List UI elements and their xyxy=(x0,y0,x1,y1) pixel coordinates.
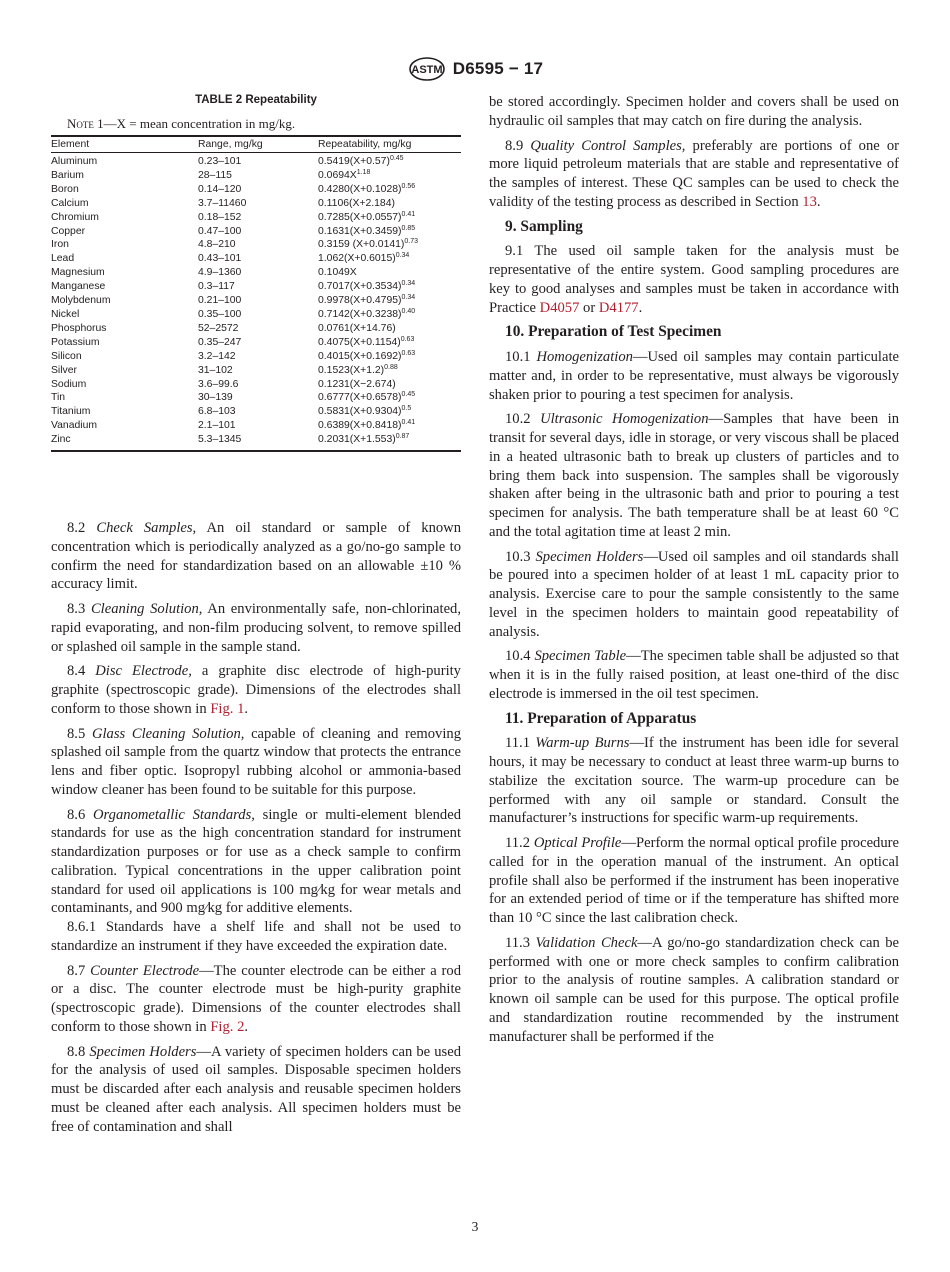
cell-element: Calcium xyxy=(51,197,89,209)
fig-2-link[interactable]: Fig. 2 xyxy=(210,1018,245,1035)
table-row xyxy=(51,322,461,336)
cell-range: 3.6–99.6 xyxy=(198,378,239,390)
cell-element: Iron xyxy=(51,239,69,251)
cell-range: 31–102 xyxy=(198,364,233,376)
cell-range: 0.18–152 xyxy=(198,211,242,223)
cell-range: 0.23–101 xyxy=(198,156,242,167)
table-row xyxy=(51,308,461,322)
exponent: 0.34 xyxy=(395,252,410,260)
cell-element: Copper xyxy=(51,225,86,237)
cell-range: 0.3–117 xyxy=(198,281,235,293)
cell-repeatability: $0.4280(X+0.1028)^{0.56}$ xyxy=(318,182,416,195)
table-row xyxy=(51,350,461,364)
cell-element: Silicon xyxy=(51,350,82,362)
table-row xyxy=(51,266,461,280)
cell-element: Molybdenum xyxy=(51,295,111,307)
table-row xyxy=(51,294,461,308)
table-row xyxy=(51,419,461,433)
paragraph-10-2: 10.2 Ultrasonic Homogenization—Samples that have been in transit for several days, idle in storage, or very viscous shall be placed in a heated ultrasonic bath to break up clusters of particles and to bring them back into suspension. The samples shall be vigorously shaken after being in the ultrasonic bath and prior to pouring a test specimen for analysis. The bath temperature shall be at least 60 °C and the total agitation time at least 2 min. xyxy=(489,411,899,540)
paragraph-8-5: 8.5 Glass Cleaning Solution, capable of cleaning and removing splashed oil sample from the quartz window that protects the entrance lens and fiber optic. Isopropyl rubbing alcohol or ammonia-based window cleaner has been found to be suitable for this purpose. xyxy=(51,725,461,798)
cell-element: Magnesium xyxy=(51,267,105,279)
cell-range: 30–139 xyxy=(198,392,233,404)
exponent: 0.41 xyxy=(401,419,416,427)
table-title: TABLE 2 Repeatability xyxy=(195,94,317,106)
table-row xyxy=(51,364,461,378)
cell-repeatability: $1.062(X+0.6015)^{0.34}$ xyxy=(318,252,410,265)
cell-repeatability: $0.1523(X+1.2)^{0.88}$ xyxy=(318,363,398,376)
paragraph-11-1: 11.1 Warm-up Burns—If the instrument has been idle for several hours, it may be necessary to conduct at least three warm-up burns to stabilize the excitation source. The warm-up procedure can be performed with any oil sample or standard. Consult the manufacturer’s instructions for specific warm-up requirements. xyxy=(489,735,899,827)
table-note: Note 1—X = mean concentration in mg/kg. xyxy=(67,116,296,131)
exponent: 0.56 xyxy=(401,182,416,190)
exponent: 0.45 xyxy=(389,155,404,162)
cell-element: Silver xyxy=(51,364,77,376)
table-row xyxy=(51,183,461,197)
cell-range: 4.8–210 xyxy=(198,239,236,251)
paragraph-8-2: 8.2 Check Samples, An oil standard or sample of known concentration which is periodically analyzed as a go/no-go sample to confirm the need for standardization based on an allowable ±10 % accuracy limit. xyxy=(51,520,462,593)
cell-range: 0.21–100 xyxy=(198,295,242,307)
paragraph-10-4: 10.4 Specimen Table—The specimen table shall be adjusted so that when it is in the fully raised position, at least one-third of the disc electrode is immersed in the oil test specimen. xyxy=(489,648,900,702)
exponent: 0.87 xyxy=(395,433,410,441)
cell-repeatability: $0.2031(X+1.553)^{0.87}$ xyxy=(318,433,461,451)
cell-repeatability: $0.6777(X+0.6578)^{0.45}$ xyxy=(318,391,416,404)
cell-range: 6.8–103 xyxy=(198,406,236,418)
paragraph-9-1: 9.1 The used oil sample taken for the analysis must be representative of the entire system. Good sampling procedures are key to good analyses and samples must be taken in accordance with Practice D4057 or D4177. xyxy=(489,243,899,316)
cell-element: Lead xyxy=(51,253,75,265)
cell-range: 0.43–101 xyxy=(198,253,242,265)
cell-repeatability: $0.1631(X+0.3459)^{0.85}$ xyxy=(318,224,416,237)
repeatability-table-block xyxy=(51,94,461,452)
exponent: 0.5 xyxy=(401,405,412,413)
cell-range: 5.3–1345 xyxy=(198,433,318,451)
cell-repeatability: $0.0694X^{1.18}$ xyxy=(318,168,371,181)
exponent: 0.45 xyxy=(401,391,416,399)
paragraph-8-6-1: 8.6.1 Standards have a shelf life and shall not be used to standardize an instrument if they have exceeded the expiration date. xyxy=(51,919,461,954)
cell-repeatability: 0.3159 $(X+0.0141)^{0.73}$ xyxy=(318,238,418,251)
paragraph-8-8-continued: be stored accordingly. Specimen holder and covers shall be used on hydraulic oil samples that may catch on fire during the analysis. xyxy=(489,94,899,129)
cell-repeatability: 0.1231(X−2.674) xyxy=(318,378,396,390)
astm-logo-icon xyxy=(407,56,447,82)
svg-text:ASTM: ASTM xyxy=(411,64,443,76)
cell-range: 3.2–142 xyxy=(198,350,236,362)
cell-repeatability: $0.5419(X+0.57)^{0.45}$ xyxy=(318,155,404,167)
exponent: 0.63 xyxy=(400,335,415,343)
table-row xyxy=(51,153,461,169)
page-number: 3 xyxy=(471,1219,479,1234)
cell-element: Vanadium xyxy=(51,420,98,432)
d4057-link[interactable]: D4057 xyxy=(539,299,580,316)
cell-element: Titanium xyxy=(51,406,91,418)
cell-range: 3.7–11460 xyxy=(198,197,247,209)
table-row xyxy=(51,225,461,239)
repeatability-table xyxy=(51,135,461,452)
cell-repeatability: $0.7142(X+0.3238)^{0.40}$ xyxy=(318,307,416,320)
table-row xyxy=(51,405,461,419)
exponent: 0.41 xyxy=(401,210,416,218)
section-13-link[interactable]: 13 xyxy=(802,193,817,210)
d4177-link[interactable]: D4177 xyxy=(598,299,639,316)
column-header-element: Element xyxy=(51,136,198,153)
column-header-range: Range, mg/kg xyxy=(198,136,318,153)
cell-repeatability: 0.1049X xyxy=(318,267,357,279)
cell-repeatability: $0.9978(X+0.4795)^{0.34}$ xyxy=(318,294,416,307)
cell-range: 2.1–101 xyxy=(198,420,236,432)
fig-1-link[interactable]: Fig. 1 xyxy=(210,700,245,717)
exponent: 0.88 xyxy=(384,363,398,371)
paragraph-8-7: 8.7 Counter Electrode—The counter electrode can be either a rod or a disc. The counter electrode must be high-purity graphite (spectroscopic grade). Dimensions of the counter electrodes shall conform to those shown in Fig. 2. xyxy=(51,962,462,1035)
cell-range: 0.35–247 xyxy=(198,336,242,348)
table-header-row xyxy=(51,136,461,153)
cell-element: Potassium xyxy=(51,336,100,348)
cell-repeatability: 0.0761(X+14.76) xyxy=(318,322,396,334)
exponent: 0.34 xyxy=(401,294,416,302)
table-row xyxy=(51,280,461,294)
page-header xyxy=(0,56,950,82)
table-row xyxy=(51,252,461,266)
cell-element: Tin xyxy=(51,392,66,404)
cell-element: Sodium xyxy=(51,378,87,390)
cell-repeatability: $0.6389(X+0.8418)^{0.41}$ xyxy=(318,419,416,432)
section-heading-preparation-of-apparatus: 11. Preparation of Apparatus xyxy=(505,709,697,727)
section-heading-preparation-of-test-specimen: 10. Preparation of Test Specimen xyxy=(505,323,722,341)
paragraph-8-3: 8.3 Cleaning Solution, An environmentally safe, non-chlorinated, rapid evaporating, and non-film producing solvent, to remove spilled or splashed oil sample in the sample stand. xyxy=(51,601,461,655)
cell-element: Nickel xyxy=(51,308,80,320)
table-row xyxy=(51,197,461,211)
cell-range: 4.9–1360 xyxy=(198,267,242,279)
cell-element: Aluminum xyxy=(51,156,98,167)
table-row xyxy=(51,391,461,405)
cell-range: 0.35–100 xyxy=(198,308,242,320)
cell-element: Manganese xyxy=(51,281,106,293)
table-row xyxy=(51,336,461,350)
table-row xyxy=(51,378,461,392)
cell-element: Phosphorus xyxy=(51,322,107,334)
right-column xyxy=(489,93,899,1052)
document-id: D6595 − 17 xyxy=(452,59,544,78)
cell-range: 28–115 xyxy=(198,169,232,181)
exponent: 0.73 xyxy=(404,238,418,246)
paragraph-8-9: 8.9 Quality Control Samples, preferably are portions of one or more liquid petroleum materials that are stable and representative of the samples of interest. These QC samples can be used to check the validity of the testing process as described in Section 13. xyxy=(489,137,899,210)
paragraph-8-4: 8.4 Disc Electrode, a graphite disc electrode of high-purity graphite (spectroscopic grade). Dimensions of the electrodes shall conform to those shown in Fig. 1. xyxy=(51,663,461,717)
table-row xyxy=(51,238,461,252)
cell-repeatability: $0.5831(X+0.9304)^{0.5}$ xyxy=(318,405,412,418)
cell-element: Zinc xyxy=(51,433,198,451)
cell-element: Barium xyxy=(51,169,84,181)
paragraph-10-3: 10.3 Specimen Holders—Used oil samples and oil standards shall be poured into a specimen holder of at least 1 mL capacity prior to analysis. Exercise care to pour the sample consistently to the same level in the specimen holders to maintain good repeatability of analysis. xyxy=(489,548,899,640)
cell-repeatability: 0.1106(X+2.184) xyxy=(318,197,395,209)
cell-repeatability: $0.4015(X+0.1692)^{0.63}$ xyxy=(318,349,416,362)
section-heading-sampling: 9. Sampling xyxy=(505,217,583,235)
column-header-repeatability: Repeatability, mg/kg xyxy=(318,136,461,153)
cell-repeatability: $0.4075(X+0.1154)^{0.63}$ xyxy=(318,335,415,348)
paragraph-11-3: 11.3 Validation Check—A go/no-go standardization check can be performed with one or more check samples to confirm calibration prior to the analysis of routine samples. A calibration standard or known oil sample can be used for this purpose. The optical profile and standardization routine recommended by the instrument manufacturer shall be performed if the xyxy=(489,934,899,1045)
paragraph-10-1: 10.1 Homogenization—Used oil samples may contain particulate matter and, in order to be representative, must always be vigorously shaken prior to pouring a test specimen for analysis. xyxy=(489,349,899,403)
cell-element: Boron xyxy=(51,183,79,195)
exponent: 0.85 xyxy=(401,224,416,232)
cell-repeatability: $0.7285(X+0.0557)^{0.41}$ xyxy=(318,210,416,223)
paragraph-11-2: 11.2 Optical Profile—Perform the normal optical profile procedure called for in the operation manual of the instrument. An optical profile shall also be performed if the instrument has been inoperative for an extended period of time or if the temperature has shifted more than 10 °C since the last calibration check. xyxy=(489,835,899,926)
exponent: 0.63 xyxy=(401,349,416,357)
exponent: 0.34 xyxy=(401,280,416,288)
table-row xyxy=(51,211,461,225)
cell-range: 0.47–100 xyxy=(198,225,242,237)
table-row xyxy=(51,169,461,183)
cell-element: Chromium xyxy=(51,211,99,223)
paragraph-8-8: 8.8 Specimen Holders—A variety of specimen holders can be used for the analysis of used oil samples. Disposable specimen holders must be discarded after each analysis and reusable specimen holders must be cleaned after each analysis. All specimen holders must be free of contamination and shall xyxy=(51,1043,461,1135)
exponent: 0.40 xyxy=(401,307,416,315)
exponent: 1.18 xyxy=(356,168,371,176)
paragraph-8-6: 8.6 Organometallic Standards, single or multi-element blended standards for use as the high concentration standard for instrument standardization purposes or for use as a check sample to confirm calibration. Typical concentrations in the upper calibration point standard for used oil applications is 100 mg⁄kg for wear metals and contaminants, and 900 mg⁄kg for additive elements. xyxy=(51,806,462,917)
cell-repeatability: $0.7017(X+0.3534)^{0.34}$ xyxy=(318,280,416,293)
left-column xyxy=(51,519,461,1142)
cell-range: 52–2572 xyxy=(198,322,239,334)
cell-range: 0.14–120 xyxy=(198,183,242,195)
table-row xyxy=(51,433,461,451)
